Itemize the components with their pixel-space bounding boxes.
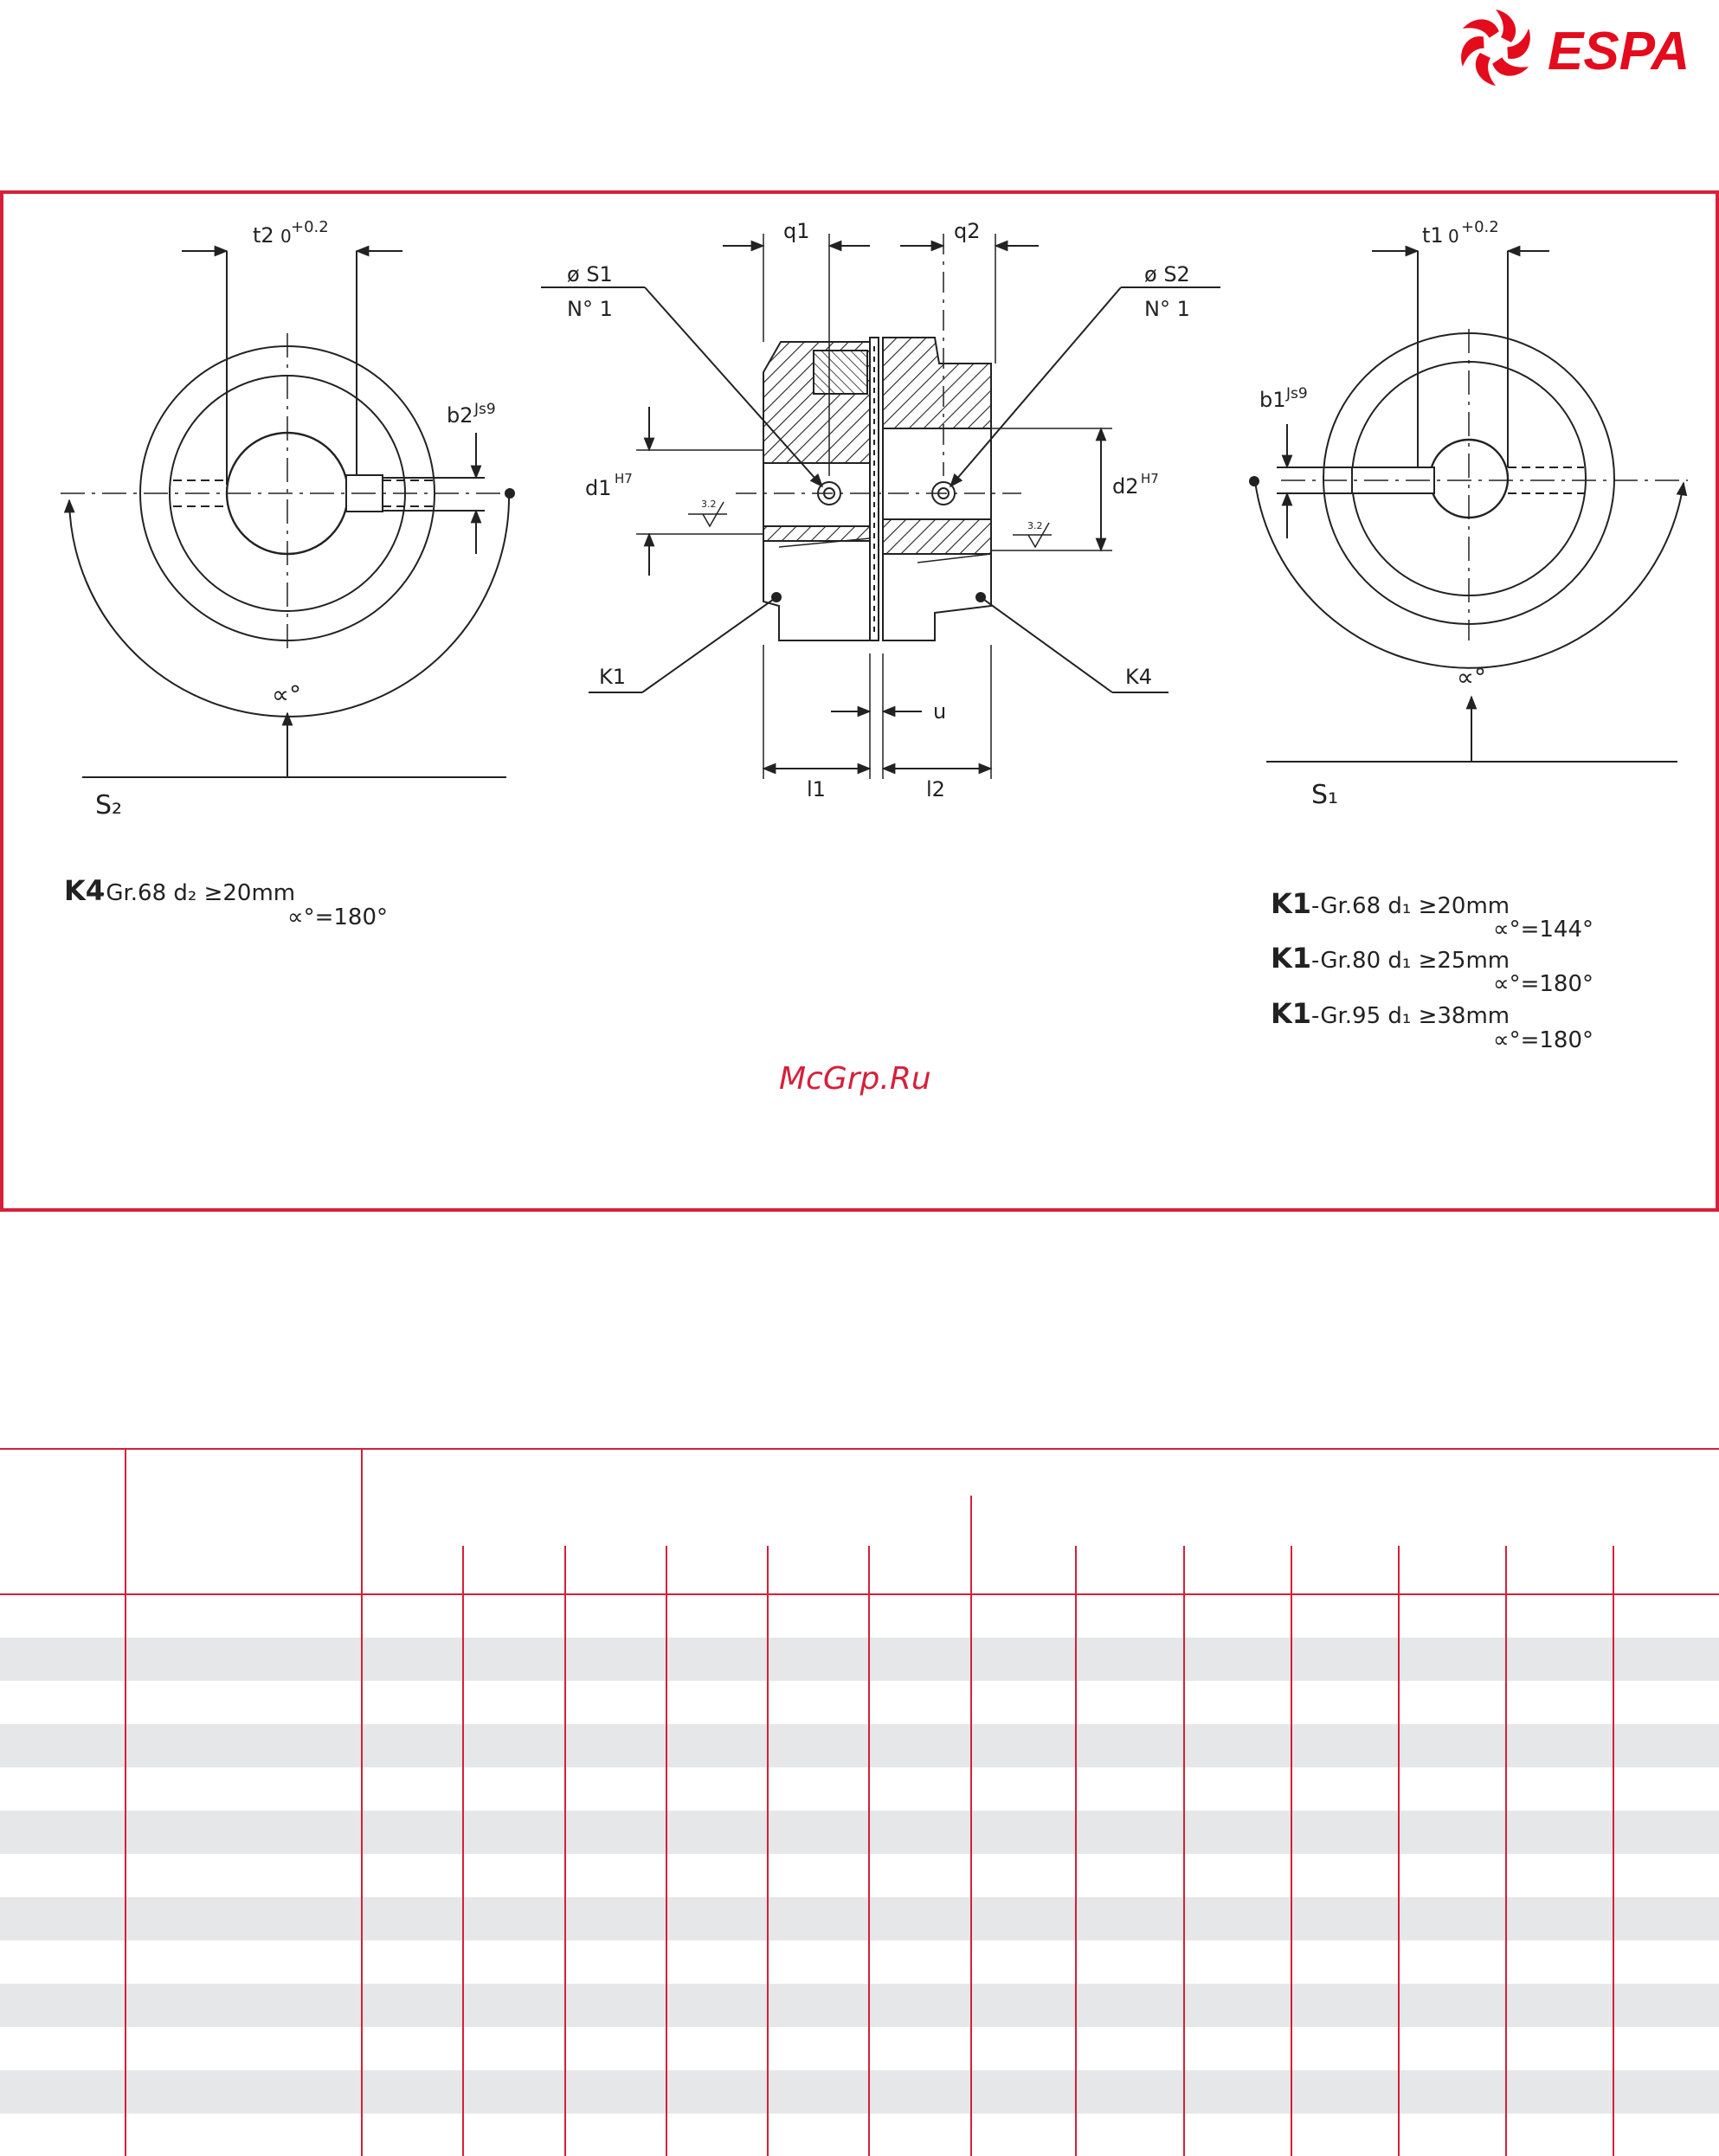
b1-tol: Js9 <box>1286 385 1308 402</box>
d2-label: d2 <box>1112 474 1139 499</box>
watermark: McGrp.Ru <box>779 1061 931 1097</box>
k4-label: K4 <box>1125 665 1153 689</box>
note-right-3-alpha: ∝°=180° <box>1493 1027 1593 1053</box>
roughness-1: 3.2 <box>701 499 717 510</box>
note-right-1-alpha: ∝°=144° <box>1493 917 1593 943</box>
s1-label: S₁ <box>1311 780 1339 810</box>
s2-no: N° 1 <box>1144 297 1190 321</box>
note-right-1-k: K1 <box>1271 887 1312 920</box>
table-row-stripe <box>0 1724 1719 1767</box>
s2-label: ø S2 <box>1144 262 1190 286</box>
alpha-right: ∝° <box>1457 663 1487 692</box>
brand-name: ESPA <box>1548 22 1690 81</box>
t1-label: t1 <box>1422 223 1444 248</box>
note-left-alpha: ∝°=180° <box>287 904 388 930</box>
alpha-left: ∝° <box>272 680 302 709</box>
b1-label: b1 <box>1259 388 1286 412</box>
note-right-2-k: K1 <box>1271 942 1312 975</box>
note-right-1-rest: -Gr.68 d₁ ≥20mm <box>1311 893 1510 919</box>
q1-label: q1 <box>783 219 810 243</box>
s2-label: S₂ <box>95 790 123 821</box>
d2-tol: H7 <box>1141 471 1159 486</box>
s1-no: N° 1 <box>567 297 613 321</box>
k1-label: K1 <box>599 665 627 689</box>
b2-label: b2 <box>447 403 473 428</box>
note-right-2-rest: -Gr.80 d₁ ≥25mm <box>1311 948 1510 974</box>
s1-label: ø S1 <box>567 262 613 286</box>
note-right-2-alpha: ∝°=180° <box>1493 971 1593 997</box>
table-gridlines <box>0 1449 1719 2156</box>
l1-label: l1 <box>807 777 826 801</box>
q2-label: q2 <box>954 219 981 243</box>
d1-label: d1 <box>585 476 612 500</box>
t1-tol-up: +0.2 <box>1461 218 1499 236</box>
roughness-2: 3.2 <box>1027 520 1043 531</box>
t2-label: t2 <box>253 223 274 248</box>
t1-tol: 0 <box>1448 226 1459 247</box>
note-left-k: K4 <box>64 874 106 907</box>
t2-tol: 0 <box>280 226 292 247</box>
l2-label: l2 <box>926 777 945 801</box>
note-left-rest: -Gr.68 d₂ ≥20mm <box>97 880 296 906</box>
table-row-stripe <box>0 1897 1719 1940</box>
note-right-3-rest: -Gr.95 d₁ ≥38mm <box>1311 1003 1510 1029</box>
table-row-stripe <box>0 1984 1719 2027</box>
table-row-stripe <box>0 2070 1719 2114</box>
d1-tol: H7 <box>615 471 633 486</box>
table-row-stripes <box>0 1638 1719 2114</box>
table-row-stripe <box>0 1638 1719 1681</box>
u-label: u <box>933 699 947 724</box>
t2-tol-up: +0.2 <box>291 218 329 236</box>
note-right-3-k: K1 <box>1271 997 1312 1030</box>
table-row-stripe <box>0 1811 1719 1854</box>
b2-tol: Js9 <box>474 401 496 418</box>
